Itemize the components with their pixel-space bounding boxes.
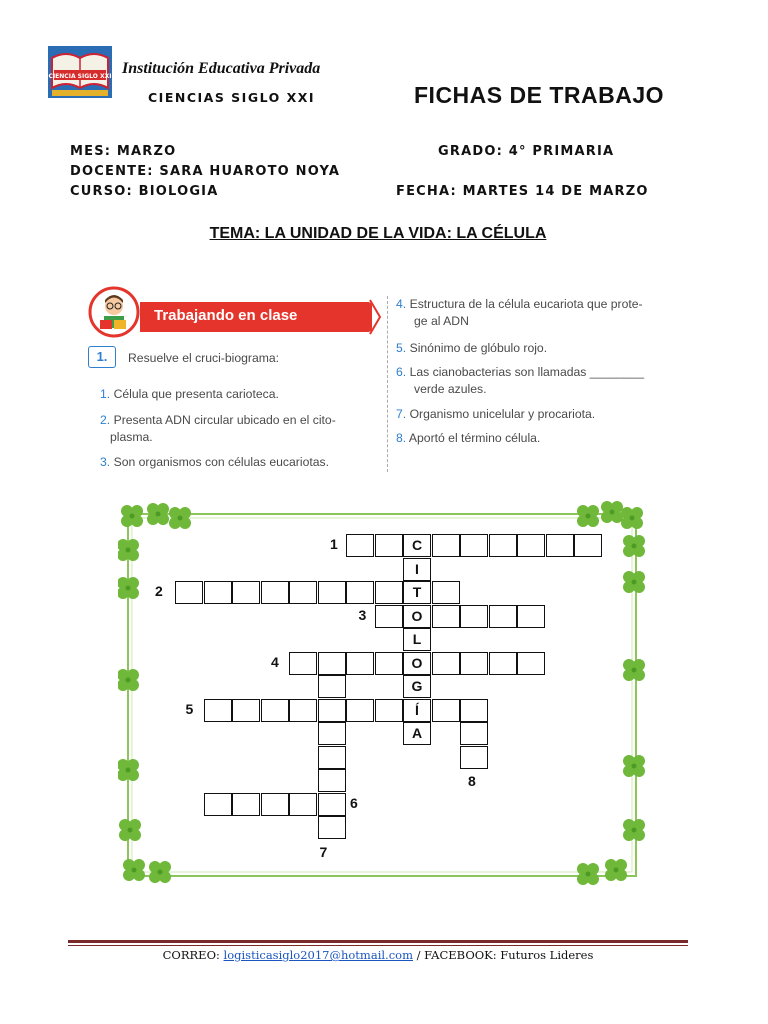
- clue-7: 7. Organismo unicelular y procariota.: [396, 407, 596, 421]
- crossword-cell-1[interactable]: [375, 534, 403, 557]
- crossword-cell-6[interactable]: [261, 793, 289, 816]
- crossword-cell-2[interactable]: [289, 581, 317, 604]
- crossword-key-cell[interactable]: T: [403, 581, 431, 604]
- crossword-cell-3[interactable]: [489, 605, 517, 628]
- crossword-key-cell[interactable]: A: [403, 722, 431, 745]
- crossword-number-3: 3: [358, 606, 367, 623]
- docente-label: DOCENTE: SARA HUAROTO NOYA: [70, 164, 341, 179]
- crossword-cell-4[interactable]: [489, 652, 517, 675]
- clue-3: 3. Son organismos con células eucariotas.: [100, 455, 329, 469]
- crossword-cell-7[interactable]: [318, 722, 346, 745]
- crossword-cell-3[interactable]: [375, 605, 403, 628]
- crossword-cell-1[interactable]: [489, 534, 517, 557]
- crossword-cell-2[interactable]: [175, 581, 203, 604]
- crossword-cell-3[interactable]: [517, 605, 545, 628]
- crossword-key-cell[interactable]: I: [403, 558, 431, 581]
- crossword-cell-4[interactable]: [375, 652, 403, 675]
- crossword-number-4: 4: [271, 653, 279, 670]
- tema-heading: TEMA: LA UNIDAD DE LA VIDA: LA CÉLULA: [209, 225, 547, 242]
- crossword-cell-7[interactable]: [318, 746, 346, 769]
- crossword-cell-2[interactable]: [232, 581, 260, 604]
- crossword-cell-8[interactable]: [460, 746, 488, 769]
- curso-label: CURSO: BIOLOGIA: [70, 184, 219, 199]
- crossword-cell-6[interactable]: [289, 793, 317, 816]
- crossword-cell-6[interactable]: [204, 793, 232, 816]
- crossword-number-2: 2: [155, 583, 163, 599]
- crossword-cell-2[interactable]: [204, 581, 232, 604]
- crossword-number-6: 6: [350, 794, 358, 811]
- mes-label: MES: MARZO: [70, 144, 177, 159]
- crossword-key-cell[interactable]: L: [403, 628, 431, 651]
- footer-rule-thin: [68, 945, 688, 946]
- clue-4: 4. Estructura de la célula eucariota que prote- ge al ADN: [396, 297, 643, 328]
- crossword-cell-1[interactable]: [546, 534, 574, 557]
- crossword-cell-1[interactable]: [460, 534, 488, 557]
- crossword-cell-1[interactable]: [432, 534, 460, 557]
- grado-label: GRADO: 4° PRIMARIA: [438, 144, 615, 159]
- crossword-cell-4[interactable]: [289, 652, 317, 675]
- crossword-cell-2[interactable]: [432, 581, 460, 604]
- crossword-cell-1[interactable]: [346, 534, 374, 557]
- school-name: CIENCIAS SIGLO XXI: [148, 90, 316, 105]
- crossword-key-cell[interactable]: O: [403, 652, 431, 675]
- crossword-cell-4[interactable]: [460, 652, 488, 675]
- clue-6: 6. Las cianobacterias son llamadas ________ verde azules.: [396, 365, 644, 396]
- email-link[interactable]: logisticasiglo2017@hotmail.com: [223, 948, 413, 962]
- crossword-number-7: 7: [319, 843, 328, 860]
- crossword-cell-4[interactable]: [318, 652, 346, 675]
- crossword-key-cell[interactable]: G: [403, 675, 431, 698]
- crossword-key-cell[interactable]: O: [403, 605, 431, 628]
- crossword-cell-5[interactable]: [346, 699, 374, 722]
- crossword-cell-1[interactable]: [574, 534, 602, 557]
- exercise-number: 1.: [88, 346, 116, 368]
- crossword-cell-7[interactable]: [318, 675, 346, 698]
- crossword-cell-5[interactable]: [261, 699, 289, 722]
- clue-5: 5. Sinónimo de glóbulo rojo.: [396, 341, 548, 355]
- crossword-cell-2[interactable]: [318, 581, 346, 604]
- crossword-cell-4[interactable]: [517, 652, 545, 675]
- crossword-cell-3[interactable]: [460, 605, 488, 628]
- crossword-cell-5[interactable]: [232, 699, 260, 722]
- clue-8: 8. Aportó el término célula.: [396, 431, 541, 445]
- crossword-cell-5[interactable]: [318, 699, 346, 722]
- fecha-label: FECHA: MARTES 14 DE MARZO: [396, 184, 649, 199]
- crossword-key-cell[interactable]: Í: [403, 699, 431, 722]
- footer-rule: [68, 940, 688, 943]
- crossword-cell-1[interactable]: [517, 534, 545, 557]
- crossword-number-8: 8: [468, 773, 476, 789]
- crossword-cell-4[interactable]: [346, 652, 374, 675]
- crossword-cell-5[interactable]: [204, 699, 232, 722]
- crossword-cell-2[interactable]: [375, 581, 403, 604]
- crossword-cell-7[interactable]: [318, 793, 346, 816]
- crossword-cell-5[interactable]: [432, 699, 460, 722]
- crossword-cell-4[interactable]: [432, 652, 460, 675]
- crossword-cell-5[interactable]: [375, 699, 403, 722]
- crossword-cell-2[interactable]: [261, 581, 289, 604]
- activity-banner-title: Trabajando en clase: [154, 307, 298, 324]
- crossword-cell-6[interactable]: [232, 793, 260, 816]
- crossword-cell-2[interactable]: [346, 581, 374, 604]
- institution-label: Institución Educativa Privada: [122, 60, 321, 77]
- crossword-cell-3[interactable]: [432, 605, 460, 628]
- svg-text:CIENCIA SIGLO XXI: CIENCIA SIGLO XXI: [48, 73, 112, 80]
- crossword-number-5: 5: [185, 700, 194, 717]
- crossword-cell-5[interactable]: [460, 699, 488, 722]
- clue-2: 2. Presenta ADN circular ubicado en el cito- plasma.: [100, 413, 336, 444]
- exercise-instruction: Resuelve el cruci-biograma:: [128, 351, 280, 365]
- crossword-number-1: 1: [330, 536, 338, 552]
- crossword-cell-7[interactable]: [318, 816, 346, 839]
- footer: CORREO: logisticasiglo2017@hotmail.com / FACEBOOK: Futuros Lideres: [162, 948, 594, 962]
- page-title: FICHAS DE TRABAJO: [414, 82, 665, 108]
- crossword-cell-7[interactable]: [318, 769, 346, 792]
- crossword-cell-5[interactable]: [289, 699, 317, 722]
- clue-1: 1. Célula que presenta carioteca.: [100, 387, 279, 401]
- crossword-cell-8[interactable]: [460, 722, 488, 745]
- crossword-key-cell[interactable]: C: [403, 534, 431, 557]
